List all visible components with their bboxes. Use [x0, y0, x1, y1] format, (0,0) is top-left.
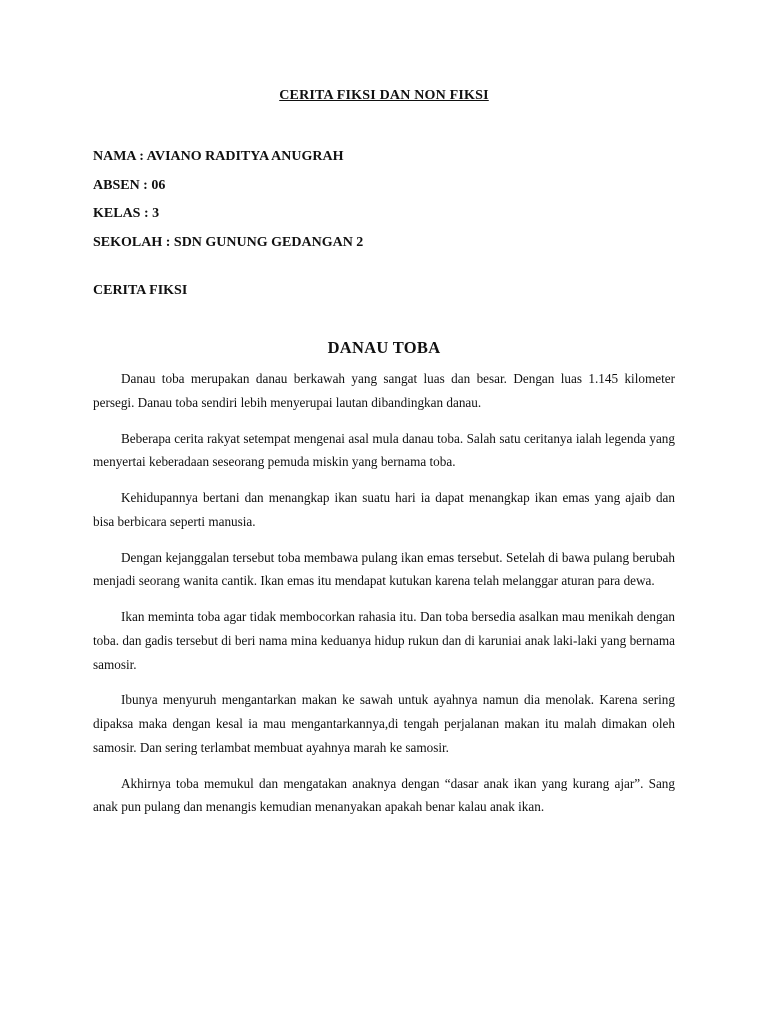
story-paragraph: Kehidupannya bertani dan menangkap ikan suatu hari ia dapat menangkap ikan emas yang ajaib dan bisa berbicara seperti manusia. — [93, 490, 675, 529]
story-paragraph: Ikan meminta toba agar tidak membocorkan rahasia itu. Dan toba bersedia asalkan mau menikah dengan toba. dan gadis tersebut di beri nama mina keduanya hidup rukun dan di karuniai anak laki-laki yang bernama samosir. — [93, 609, 675, 672]
story-paragraph: Ibunya menyuruh mengantarkan makan ke sawah untuk ayahnya namun dia menolak. Karena sering dipaksa maka dengan kesal ia mau mengantarkannya,di tengah perjalanan makan itu malah dimakan oleh samosir. Dan sering terlambat membuat ayahnya marah ke samosir. — [93, 692, 675, 755]
section-label: CERITA FIKSI — [93, 283, 188, 298]
info-nama: NAMA : AVIANO RADITYA ANUGRAH — [93, 149, 344, 164]
info-absen: ABSEN : 06 — [93, 177, 166, 193]
document-title: CERITA FIKSI DAN NON FIKSI — [279, 88, 489, 103]
student-info — [93, 143, 363, 257]
story-paragraph: Akhirnya toba memukul dan mengatakan anaknya dengan “dasar anak ikan yang kurang ajar”. Sang anak pun pulang dan menangis kemudian menanyakan apakah benar kalau anak ikan. — [93, 775, 675, 815]
story-body — [93, 367, 675, 831]
story-paragraph: Dengan kejanggalan tersebut toba membawa pulang ikan emas tersebut. Setelah di bawa pulang berubah menjadi seorang wanita cantik. Ikan emas itu mendapat kutukan karena telah melanggar aturan para dewa. — [93, 549, 675, 589]
info-sekolah: SEKOLAH : SDN GUNUNG GEDANGAN 2 — [93, 234, 364, 250]
story-paragraph: Beberapa cerita rakyat setempat mengenai asal mula danau toba. Salah satu ceritanya ialah legenda yang menyertai keberadaan seseorang pemuda miskin yang bernama toba. — [93, 430, 675, 470]
story-title: DANAU TOBA — [327, 338, 441, 357]
story-paragraph: Danau toba merupakan danau berkawah yang sangat luas dan besar. Dengan luas 1.145 kilometer persegi. Danau toba sendiri lebih menyerupai lautan dibandingkan danau. — [93, 371, 675, 410]
info-kelas: KELAS : 3 — [93, 206, 160, 221]
